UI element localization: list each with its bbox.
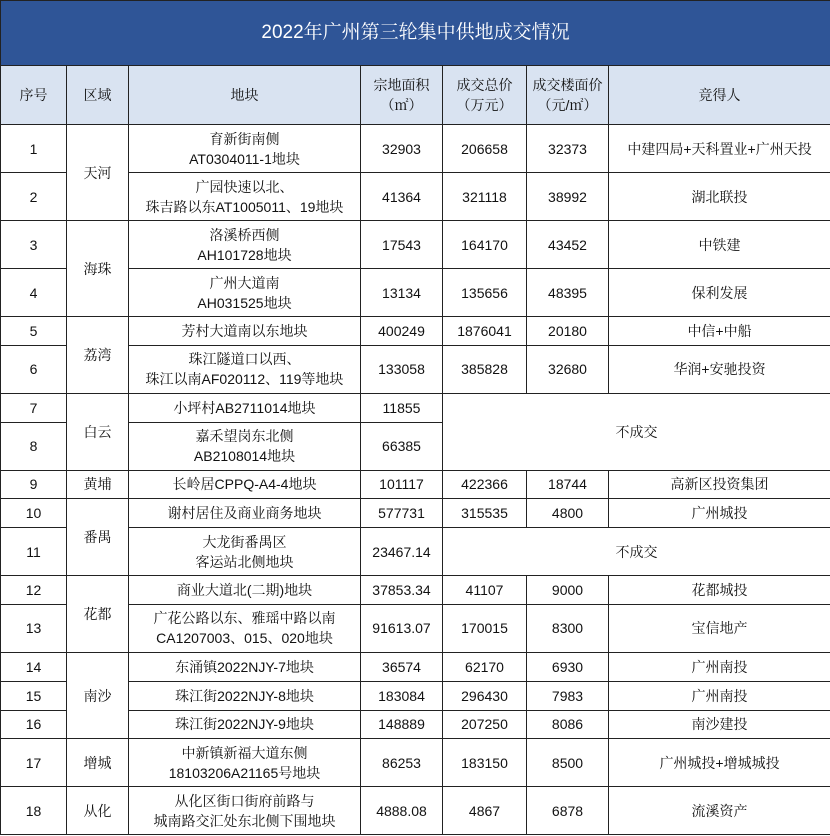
plot-cell <box>129 652 361 681</box>
winner-cell: 广州城投+增城城投 <box>609 739 830 787</box>
winner-cell: 广州城投 <box>609 499 830 528</box>
area-cell: 23467.14 <box>361 528 443 576</box>
area-cell: 4888.08 <box>361 787 443 835</box>
row-number: 1 <box>1 125 67 173</box>
plot-cell-line: AB2108014地块 <box>193 448 296 465</box>
unit-price-cell: 32373 <box>527 125 609 173</box>
header-winner: 竞得人 <box>609 66 830 125</box>
unit-price-cell: 18744 <box>527 470 609 499</box>
unit-price-cell: 48395 <box>527 269 609 317</box>
total-price-cell: 4867 <box>443 787 527 835</box>
total-price-cell: 1876041 <box>443 317 527 346</box>
plot-cell-line: AH101728地块 <box>197 246 292 263</box>
header-area-label: 宗地面积 <box>373 77 430 93</box>
plot-cell <box>129 710 361 739</box>
plot-cell-line: AT0304011-1地块 <box>189 150 300 167</box>
total-price-cell: 315535 <box>443 499 527 528</box>
row-number: 7 <box>1 393 67 422</box>
plot-cell-line: 芳村大道南以东地块 <box>181 322 308 339</box>
plot-cell <box>129 345 361 393</box>
table-row <box>1 393 830 422</box>
area-cell: 400249 <box>361 317 443 346</box>
header-unit-price <box>527 66 609 125</box>
plot-cell <box>129 173 361 221</box>
winner-cell: 花都城投 <box>609 576 830 605</box>
header-no: 序号 <box>1 66 67 125</box>
row-number: 11 <box>1 528 67 576</box>
plot-cell <box>129 470 361 499</box>
area-cell: 66385 <box>361 422 443 470</box>
plot-cell-line: 珠江街2022NJY-9地块 <box>175 716 314 733</box>
row-number: 4 <box>1 269 67 317</box>
header-total-label: 成交总价 <box>456 77 513 93</box>
row-number: 8 <box>1 422 67 470</box>
plot-cell-line: 珠江街2022NJY-8地块 <box>175 687 314 704</box>
plot-cell <box>129 125 361 173</box>
row-number: 9 <box>1 470 67 499</box>
region-cell: 南沙 <box>67 652 129 738</box>
winner-cell: 流溪资产 <box>609 787 830 835</box>
total-price-cell: 170015 <box>443 604 527 652</box>
plot-cell-line: 珠吉路以东AT1005011、19地块 <box>145 198 344 215</box>
total-price-cell: 41107 <box>443 576 527 605</box>
plot-cell-line: 广花公路以东、雅瑶中路以南 <box>153 610 336 627</box>
plot-cell-line: 珠江以南AF020112、119等地块 <box>145 371 344 388</box>
header-area <box>361 66 443 125</box>
winner-cell: 宝信地产 <box>609 604 830 652</box>
area-cell: 148889 <box>361 710 443 739</box>
total-price-cell: 321118 <box>443 173 527 221</box>
header-region: 区域 <box>67 66 129 125</box>
status-cell: 不成交 <box>443 528 830 576</box>
total-price-cell: 296430 <box>443 681 527 710</box>
plot-cell-line: 客运站北侧地块 <box>195 553 294 570</box>
plot-cell <box>129 317 361 346</box>
region-cell: 白云 <box>67 393 129 470</box>
total-price-cell: 135656 <box>443 269 527 317</box>
winner-cell: 中信+中船 <box>609 317 830 346</box>
plot-cell <box>129 604 361 652</box>
unit-price-cell: 6878 <box>527 787 609 835</box>
plot-cell-line: 中新镇新福大道东侧 <box>181 744 308 761</box>
plot-cell <box>129 528 361 576</box>
winner-cell: 广州南投 <box>609 652 830 681</box>
unit-price-cell: 7983 <box>527 681 609 710</box>
plot-cell <box>129 393 361 422</box>
status-cell: 不成交 <box>443 393 830 470</box>
row-number: 6 <box>1 345 67 393</box>
region-cell: 花都 <box>67 576 129 653</box>
row-number: 17 <box>1 739 67 787</box>
table-title: 2022年广州第三轮集中供地成交情况 <box>1 1 830 66</box>
region-cell: 荔湾 <box>67 317 129 394</box>
unit-price-cell: 38992 <box>527 173 609 221</box>
region-cell: 番禺 <box>67 499 129 576</box>
total-price-cell: 385828 <box>443 345 527 393</box>
header-area-unit: （㎡） <box>380 97 423 113</box>
plot-cell-line: 大龙街番禺区 <box>202 533 287 550</box>
plot-cell-line: 广州大道南 <box>209 274 280 291</box>
area-cell: 133058 <box>361 345 443 393</box>
row-number: 13 <box>1 604 67 652</box>
unit-price-cell: 20180 <box>527 317 609 346</box>
table-row <box>1 221 830 269</box>
plot-cell <box>129 499 361 528</box>
area-cell: 32903 <box>361 125 443 173</box>
plot-cell-line: 长岭居CPPQ-A4-4地块 <box>172 476 317 493</box>
winner-cell: 华润+安驰投资 <box>609 345 830 393</box>
unit-price-cell: 43452 <box>527 221 609 269</box>
plot-cell <box>129 221 361 269</box>
row-number: 14 <box>1 652 67 681</box>
winner-cell: 高新区投资集团 <box>609 470 830 499</box>
unit-price-cell: 32680 <box>527 345 609 393</box>
total-price-cell: 207250 <box>443 710 527 739</box>
plot-cell-line: 从化区街口街府前路与 <box>174 792 315 809</box>
winner-cell: 湖北联投 <box>609 173 830 221</box>
area-cell: 86253 <box>361 739 443 787</box>
table-row <box>1 470 830 499</box>
plot-cell-line: AH031525地块 <box>197 294 292 311</box>
header-plot: 地块 <box>129 66 361 125</box>
unit-price-cell: 8300 <box>527 604 609 652</box>
plot-cell-line: 谢村居住及商业商务地块 <box>167 505 322 522</box>
plot-cell-line: 东涌镇2022NJY-7地块 <box>175 658 314 675</box>
plot-cell-line: 小坪村AB2711014地块 <box>173 399 316 416</box>
region-cell: 从化 <box>67 787 129 835</box>
region-cell: 黄埔 <box>67 470 129 499</box>
winner-cell: 广州南投 <box>609 681 830 710</box>
plot-cell-line: 18103206A21165号地块 <box>168 764 321 781</box>
unit-price-cell: 4800 <box>527 499 609 528</box>
unit-price-cell: 9000 <box>527 576 609 605</box>
table-row <box>1 576 830 605</box>
plot-cell-line: 育新街南侧 <box>209 130 280 147</box>
row-number: 5 <box>1 317 67 346</box>
header-unit-price-label: 成交楼面价 <box>532 77 603 93</box>
unit-price-cell: 6930 <box>527 652 609 681</box>
region-cell: 天河 <box>67 125 129 221</box>
area-cell: 577731 <box>361 499 443 528</box>
plot-cell <box>129 422 361 470</box>
table-row <box>1 499 830 528</box>
area-cell: 91613.07 <box>361 604 443 652</box>
row-number: 16 <box>1 710 67 739</box>
plot-cell <box>129 739 361 787</box>
total-price-cell: 422366 <box>443 470 527 499</box>
area-cell: 17543 <box>361 221 443 269</box>
row-number: 3 <box>1 221 67 269</box>
plot-cell-line: 商业大道北(二期)地块 <box>176 582 313 599</box>
area-cell: 13134 <box>361 269 443 317</box>
region-cell: 海珠 <box>67 221 129 317</box>
plot-cell-line: 广园快速以北、 <box>195 178 294 195</box>
row-number: 18 <box>1 787 67 835</box>
header-row <box>1 66 830 125</box>
area-cell: 37853.34 <box>361 576 443 605</box>
plot-cell-line: 珠江隧道口以西、 <box>188 351 301 368</box>
header-total <box>443 66 527 125</box>
table-row <box>1 787 830 835</box>
area-cell: 41364 <box>361 173 443 221</box>
total-price-cell: 62170 <box>443 652 527 681</box>
table-row <box>1 739 830 787</box>
row-number: 10 <box>1 499 67 528</box>
winner-cell: 中建四局+天科置业+广州天投 <box>609 125 830 173</box>
plot-cell-line: 城南路交汇处东北侧下围地块 <box>153 812 336 829</box>
total-price-cell: 164170 <box>443 221 527 269</box>
winner-cell: 保利发展 <box>609 269 830 317</box>
row-number: 15 <box>1 681 67 710</box>
unit-price-cell: 8500 <box>527 739 609 787</box>
unit-price-cell: 8086 <box>527 710 609 739</box>
plot-cell-line: 洛溪桥西侧 <box>209 226 280 243</box>
area-cell: 11855 <box>361 393 443 422</box>
winner-cell: 南沙建投 <box>609 710 830 739</box>
row-number: 2 <box>1 173 67 221</box>
plot-cell <box>129 576 361 605</box>
header-unit-price-unit: （元/㎡） <box>537 97 598 113</box>
plot-cell-line: CA1207003、015、020地块 <box>156 630 333 647</box>
table-row <box>1 317 830 346</box>
plot-cell-line: 嘉禾望岗东北侧 <box>195 428 294 445</box>
region-cell: 增城 <box>67 739 129 787</box>
table-body <box>1 125 830 835</box>
table-row <box>1 652 830 681</box>
plot-cell <box>129 787 361 835</box>
area-cell: 36574 <box>361 652 443 681</box>
winner-cell: 中铁建 <box>609 221 830 269</box>
table-row <box>1 125 830 173</box>
area-cell: 183084 <box>361 681 443 710</box>
plot-cell <box>129 269 361 317</box>
area-cell: 101117 <box>361 470 443 499</box>
header-total-unit: （万元） <box>456 97 513 113</box>
total-price-cell: 206658 <box>443 125 527 173</box>
row-number: 12 <box>1 576 67 605</box>
plot-cell <box>129 681 361 710</box>
total-price-cell: 183150 <box>443 739 527 787</box>
